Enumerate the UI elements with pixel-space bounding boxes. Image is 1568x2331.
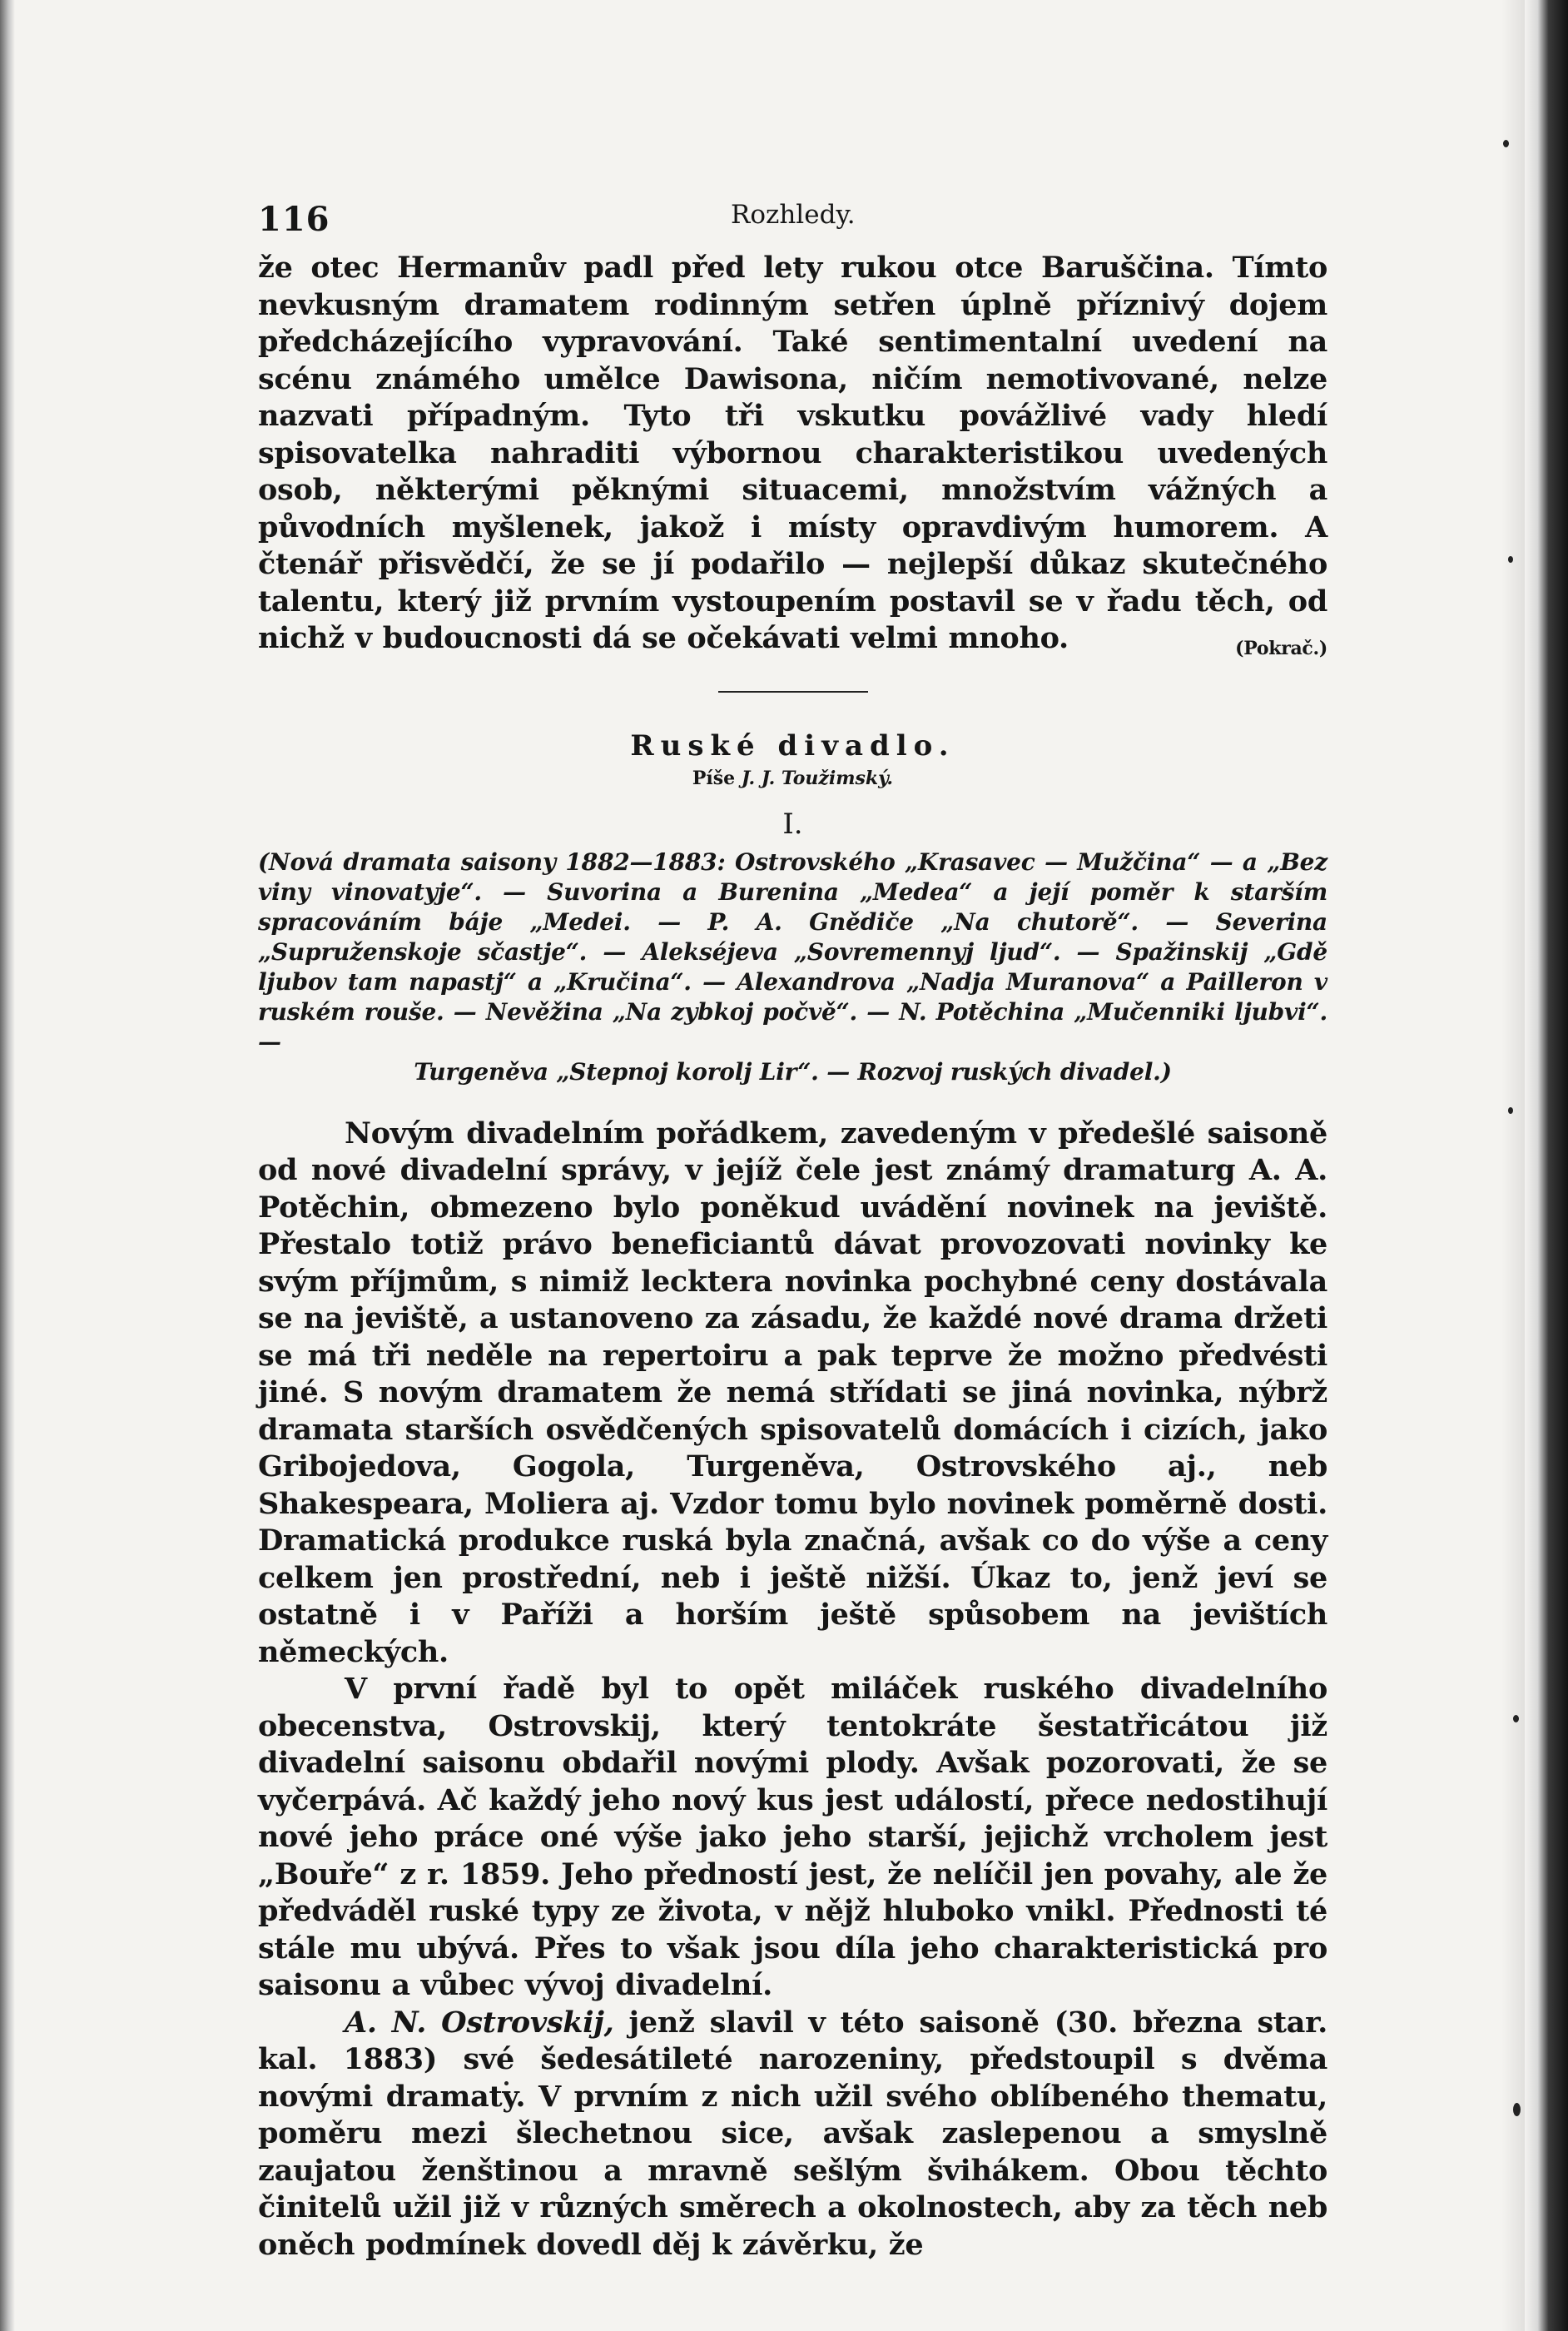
article-paragraph: V první řadě byl to opět miláček ruského divadelního obecenstva, Ostrovskij, který tentokráte šestatřicátou již divadelní saisonu obdařil novými plody. Avšak pozorovati, že se vyčerpává. Ač každý jeho nový kus jest událostí, přece nedostihují nové jeho práce oné výše jako jeho starší, jejichž vrcholem jest „Bouře“ z r. 1859. Jeho předností jest, že nelíčil jen povahy, ale že předváděl ruské typy ze života, v nějž hluboko vnikl. Přednosti té stále mu ubývá. Přes to však jsou díla jeho charakteristická pro saisonu a vůbec vývoj divadelní.	[258, 1672, 1327, 2002]
contents-last-line: Turgeněva „Stepnoj korolj Lir“. — Rozvoj ruských divadel.)	[414, 1057, 1172, 1086]
byline-author: J. J. Toužimský.	[741, 767, 894, 789]
running-head: Rozhledy.	[731, 200, 856, 230]
page-number: 116	[258, 200, 330, 239]
article-paragraph	[258, 2005, 1327, 2264]
page-edge-right	[1525, 0, 1568, 2331]
person-name: A. N. Ostrovskij,	[345, 2005, 614, 2040]
page-header	[258, 191, 1327, 250]
continued-note: (Pokrač.)	[1235, 638, 1327, 659]
section-divider	[718, 691, 868, 693]
margin-speck	[1513, 1715, 1519, 1722]
article-contents-summary	[258, 847, 1327, 1087]
margin-speck	[1503, 140, 1509, 147]
previous-article-ending	[258, 250, 1327, 668]
byline-prefix: Píše	[692, 767, 736, 789]
page-shadow	[1501, 0, 1525, 2331]
section-number: I.	[782, 807, 803, 841]
contents-main: (Nová dramata saisony 1882—1883: Ostrovského „Krasavec — Mužčina“ — a „Bez viny vinovatyje“. — Suvorina a Burenina „Medea“ a její poměr k starším spracováním báje „Medei. — P. A. Gnědiče „Na chutorě“. — Severina „Supruženskoje sčastje“. — Alekséjeva „Sovremennyj ljud“. — Spažinskij „Gdě ljubov tam napastj“ a „Kručina“. — Alexandrova „Nadja Muranova“ a Pailleron v ruském rouše. — Nevěžina „Na zybkoj počvě“. — N. Potěchina „Mučenniki ljubvi“. —	[258, 847, 1327, 1056]
page-edge-left	[0, 0, 15, 2331]
previous-article-paragraph	[258, 250, 1327, 658]
spacer	[258, 1087, 1327, 1116]
margin-speck	[1508, 556, 1513, 563]
page	[258, 191, 1327, 2264]
margin-speck	[1508, 1107, 1513, 1114]
article-title: Ruské divadlo.	[630, 728, 955, 763]
previous-article-text: že otec Hermanův padl před lety rukou otce Baruščina. Tímto nevkusným dramatem rodinným setřen úplně příznivý dojem předcházejícího vypravování. Také sentimentalní uvedení na scénu známého umělce Dawisona, ničím nemotivované, nelze nazvati případným. Tyto tři vskutku povážlivé vady hledí spisovatelka nahraditi výbornou charakteristikou uvedených osob, některými pěknými situacemi, množstvím vážných a původních myšlenek, jakož i místy opravdivým humorem. A čtenář přisvědčí, že se jí podařilo — nejlepší důkaz skutečného talentu, který již prvním vystoupením postavil se v řadu těch, od nichž v budoucnosti dá se očekávati velmi mnoho.	[258, 251, 1327, 655]
article-body	[258, 1116, 1327, 2264]
byline	[258, 768, 1327, 789]
paragraph-text: jenž slavil v této saisoně (30. března star. kal. 1883) své šedesátileté narozeniny, předstoupil s dvěma novými dramaty. V prvním z nich užil svého oblíbeného thematu, poměru mezi šlechetnou sice, avšak zaslepenou a smyslně zaujatou ženštinou a mravně sešlým švihákem. Obou těchto činitelů užil již v různých směrech a okolnostech, aby za těch neb oněch podmínek dovedl děj k závěrku, že	[258, 2005, 1327, 2262]
article-paragraph: Novým divadelním pořádkem, zavedeným v předešlé saisoně od nové divadelní správy, v jejíž čele jest známý dramaturg A. A. Potěchin, obmezeno bylo poněkud uvádění novinek na jeviště. Přestalo totiž právo beneficiantů dávat provozovati novinky ke svým příjmům, s nimiž lecktera novinka pochybné ceny dostávala se na jeviště, a ustanoveno za zásadu, že každé nové drama držeti se má tři neděle na repertoiru a pak teprve že možno předvésti jiné. S novým dramatem že nemá střídati se jiná novinka, nýbrž dramata starších osvědčených spisovatelů domácích i cizích, jako Gribojedova, Gogola, Turgeněva, Ostrovského aj., neb Shakespeara, Moliera aj. Vzdor tomu bylo novinek poměrně dosti. Dramatická produkce ruská byla značná, avšak co do výše a ceny celkem jen prostřední, neb i ještě nižší. Úkaz to, jenž jeví se ostatně i v Paříži a horším ještě spůsobem na jevištích německých.	[258, 1116, 1327, 1669]
margin-speck	[1513, 2103, 1521, 2116]
